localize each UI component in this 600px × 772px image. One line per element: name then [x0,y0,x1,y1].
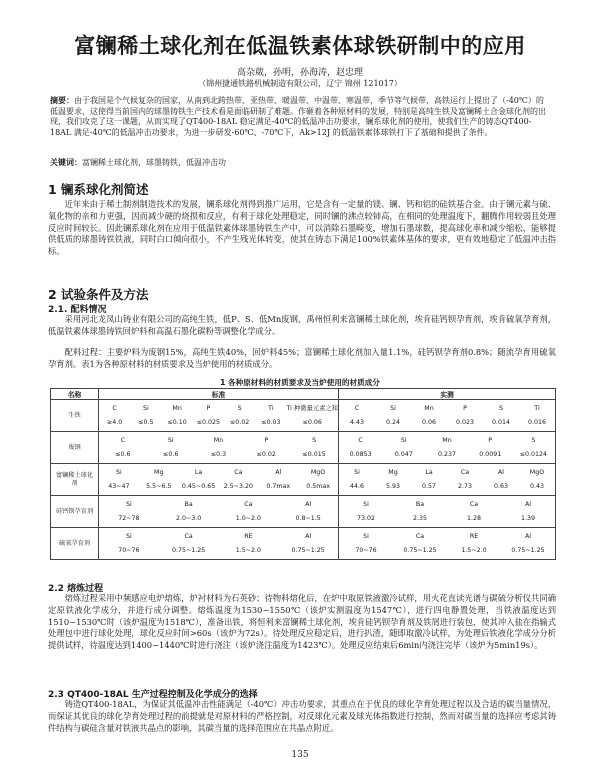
section-2-3-heading: 2.3 QT400-18AL 生产过程控制及化学成分的选择 [48,690,258,700]
keywords-label: 关键词： [50,158,82,167]
element-value: 0.5max [306,482,330,490]
element-symbol: Ca [184,532,193,540]
table-row [51,528,556,560]
element-symbol: Si [126,532,132,540]
table-row [51,432,556,464]
paper-title: 富镧稀土球化剂在低温铁素体球铁研制中的应用 [74,34,526,58]
element-symbol: Si [363,532,369,540]
section-2-heading: 2 试验条件及方法 [48,287,149,302]
element-symbol: S [531,436,536,444]
element-value: 1.39 [520,514,536,522]
element-symbol: Si [143,404,149,412]
section-2-2-heading: 2.2 熔炼过程 [48,584,104,594]
element-symbol: Ba [184,500,193,508]
affiliation: （锦州捷通铁路机械制造有限公司，辽宁 锦州 121017） [198,79,402,88]
element-symbol: RE [469,532,479,540]
actual-values [339,464,556,496]
element-value: 5.5~6.5 [146,482,172,490]
element-symbol: Al [305,532,312,540]
element-value: 0.06 [421,418,437,426]
element-value: ≤0.0124 [519,450,548,458]
element-symbol: Al [497,468,505,476]
element-value: ≤0.06 [302,418,322,426]
element-symbol: P [264,436,269,444]
element-symbol: Ca [460,468,470,476]
element-symbol: Mn [424,404,434,412]
element-value: 0.0091 [479,450,502,458]
element-symbol: C [354,404,360,412]
standard-values [99,432,339,464]
element-value: 0.8~1.5 [295,514,321,522]
element-value: 0.023 [455,418,475,426]
element-value: ≤0.5 [138,418,154,426]
page-number: 135 [291,750,309,760]
element-symbol: P [488,436,493,444]
actual-values [339,432,556,464]
element-value: ≤0.6 [115,450,131,458]
element-symbol: C [112,404,117,412]
element-value: 0.63 [493,482,509,490]
element-symbol: Si [363,500,369,508]
element-symbol: Ca [469,500,479,508]
element-value: 0.75~1.25 [171,546,206,554]
element-value: 73.02 [356,514,376,522]
element-symbol: S [312,436,317,444]
element-symbol: Si [400,436,407,444]
element-symbol: Al [524,532,532,540]
element-value: 0.45~0.65 [181,482,216,490]
element-value: 1.0~2.0 [235,514,262,522]
element-value: 0.24 [385,418,401,426]
abstract-label: 摘要： [50,96,74,105]
element-symbol: Ca [234,468,243,476]
element-symbol: Mn [442,436,452,444]
element-value: 43~47 [108,482,130,490]
table-row [51,496,556,528]
element-value: ≤0.03 [261,418,281,426]
element-value: 0.75~1.25 [403,546,437,554]
table-row [51,464,556,496]
element-value: 0.237 [437,450,457,458]
element-value: ≤0.10 [167,418,187,426]
element-symbol: Ti 种微量元素之和 [286,404,338,412]
material-name: 生铁 [51,400,99,432]
element-symbol: S [237,404,242,412]
element-value: 5.93 [385,482,401,490]
section-2-3-paragraph: 铸造QT400-18AL，为保证其低温冲击性能满足（-40℃）冲击功要求，其重点在于优良的球化孕育处理过程以及合适的碳当量情况，而保证其优良的球化孕育处理过程的前提就是对原材料的严格控制，对反球化元素及球光体指数进行控制，然而对碳当量的选择应考虑其铸件结构与碳硅含量对铁液共晶点的影响，其碳当量的选择范围应在共晶点附近。 [48,699,556,733]
abstract [50,96,550,138]
element-symbol: Mn [172,404,182,412]
section-2-1-paragraph-2: 配料过程：主要炉料为废钢15%，高纯生铁40%，回炉料45%；富镧稀土球化剂加入量1.1%，硅钙钡孕育剂0.8%；随流孕育用硫氧孕育剂。表1为各种原材料的材质要求及当炉使用的材质成分。 [48,347,556,369]
standard-values [99,528,339,560]
element-value: ≤0.3 [210,450,227,458]
element-value: 44.6 [349,482,365,490]
element-symbol: Si [167,436,174,444]
element-symbol: Si [354,468,360,476]
element-symbol: Ca [415,532,425,540]
element-value: 0.75~1.25 [291,546,325,554]
element-value: 70~76 [118,546,140,554]
element-symbol: P [463,404,467,412]
element-symbol: RE [244,532,253,540]
element-symbol: P [206,404,211,412]
element-value: 0.75~1.25 [511,546,545,554]
element-value: 1.5~2.0 [235,546,262,554]
material-name: 富镧稀土球化剂 [51,464,99,496]
element-symbol: Mg [154,468,164,476]
element-value: 1.28 [466,514,482,522]
materials-table [50,388,556,560]
element-symbol: MgO [529,468,545,476]
element-symbol: Si [126,500,132,508]
element-symbol: S [499,404,503,412]
standard-values [99,496,339,528]
element-symbol: Ti [534,404,540,412]
table-row [51,400,556,432]
element-value: 2.5~3.20 [223,482,254,490]
element-symbol: Si [390,404,396,412]
element-symbol: Mg [388,468,398,476]
element-symbol: C [358,436,363,444]
standard-values [99,400,339,432]
material-name: 硫氧孕育剂 [51,528,99,560]
element-value: ≤0.6 [163,450,179,458]
element-symbol: C [120,436,126,444]
table-header-name: 名称 [51,389,99,400]
table-header-actual: 实测 [339,389,556,400]
section-1-paragraph: 近年来由于稀土制剂制造技术的发展，镧系球化剂得到推广运用，它是含有一定量的镁、镧、钙和铝的硅铁基合金。由于镧元素与硫、氧化物的亲和力更强，因而减少硬的烧损和反应，有利于球化处理稳定，同时镧的沸点较铈高，在相同的处理温度下，翻腾作用较弱且处理反应时间较长。因此镧系球化剂在应用于低温铁素体球墨铸铁生产中，可以消除石墨畸变，增加石墨球数，提高球化率和减少缩松，能够提供低质的球墨铸铁铁液，同时白口倾向很小，不产生残光体转变，使其在铸态下满足100%铁素体基体的要求，更有效地稳定了低温冲击指标。 [48,199,556,257]
section-1-heading: 1 镧系球化剂简述 [48,182,149,197]
element-value: ≤0.02 [229,418,250,426]
element-symbol: Al [305,500,312,508]
element-value: ≤0.025 [196,418,221,426]
material-name: 硅钙钡孕育剂 [51,496,99,528]
element-value: ≥4.0 [106,418,123,426]
actual-values [339,496,556,528]
material-name: 废钢 [51,432,99,464]
element-value: 0.57 [421,482,437,490]
actual-values [339,400,556,432]
actual-values [339,528,556,560]
element-value: 1.5~2.0 [461,546,487,554]
element-symbol: Al [524,500,532,508]
keywords-text: 富镧稀土球化剂，球墨铸铁，低温冲击功 [82,158,226,167]
element-symbol: Mn [213,436,224,444]
keywords [50,157,550,168]
element-symbol: Si [116,468,122,476]
element-symbol: La [425,468,433,476]
section-2-1-heading: 2.1. 配料情况 [48,305,107,315]
element-value: 0.0853 [349,450,372,458]
element-value: 0.014 [491,418,511,426]
element-value: 0.43 [529,482,545,490]
element-symbol: Ba [415,500,425,508]
element-value: 0.7max [266,482,291,490]
element-value: 4.43 [349,418,365,426]
element-value: 2.73 [457,482,473,490]
element-value: 72~78 [118,514,140,522]
section-2-2-paragraph: 熔炼过程采用中频感应电炉熔炼，炉衬材料为石英砂；待物料熔化后，在炉中取原铁液激冷试样，用火花直读光谱与碳硫分析仪共同确定原铁液化学成分，并进行成分调整。熔炼温度为1530~1550℃（该炉实测温度为1547℃），进行四电静置处理，当铁液温度达到1510~1530℃时（该炉温度为1518℃），准备出铁，将恒利来富镧稀土球化剂，埃肯硅钙钡孕育剂及铁屑进行装包，使其冲入盐在指输式处理包中进行球化处理，球化反应时间>60s（该炉为72s）。待处理反应稳定后，进行扒渣，随即取激冷试样，为处理后铁液化学成分分析提供试样，待温度达到1400~1440℃时进行浇注（该炉浇注温度为1423℃）。处理反应结束后6min内浇注完毕（该炉为5min19s）。 [48,593,556,651]
table-header-standard: 标准 [99,389,339,400]
authors: 高杂葳，孙明，孙海涛，赵忠理 [236,68,363,78]
element-symbol: MgO [310,468,326,476]
abstract-text: 由于我国是个气候复杂的国家，从南到北跨热带、亚热带、暖温带、中温带、寒温带，季节等气候带，高铁运行上提出了（-40℃）的低温要求，这使得当前国内的球墨铸铁生产技术看是面临研制了难题。作砸着各种原材料的发展，特别是高纯生铁及富镧稀土合金球化剂的出现，我们攻克了这一课题，从而实现了QT400-18AL 稳定满足-40℃的低温冲击功要求，镧系球化剂的使用，使我们生产的铸态QT400-18AL 满足-40℃的低温冲击功要求，为进一步研发-60℃、-70℃下，Ak>12J 的低温铁素体球铁打下了基础和提供了条件。 [50,96,546,137]
table-caption: 1 各种原材料的材质要求及当炉使用的材质成分 [220,378,380,387]
element-value: 2.35 [412,514,428,522]
element-value: ≤0.02 [256,450,276,458]
element-value: ≤0.015 [302,450,326,458]
element-value: 2.0~3.0 [175,514,202,522]
element-symbol: Ca [244,500,253,508]
element-value: 0.016 [527,418,547,426]
element-value: 70~76 [355,546,377,554]
section-2-1-paragraph-1: 采用河北龙凤山铸业有限公司的高纯生铁，低P、S、低Mn废钢，禹州恒利来富镧稀土球化剂，埃肯硅钙钡孕育剂，埃肯硫氧孕育剂，低温铁素体球墨铸铁回炉料和高温石墨化碳粉等调整化学成分。 [48,314,556,336]
standard-values [99,464,339,496]
element-value: 0.047 [394,450,413,458]
element-symbol: Ti [268,404,274,412]
element-symbol: Al [275,468,282,476]
element-symbol: La [194,468,203,476]
